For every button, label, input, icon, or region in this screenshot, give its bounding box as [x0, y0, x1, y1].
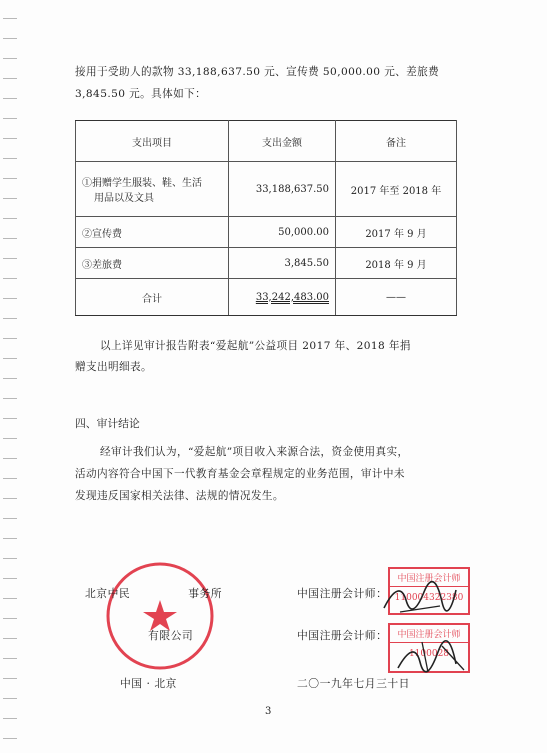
- cell-item: [76, 162, 229, 217]
- cell-amount: 50,000.00: [229, 217, 336, 248]
- stamp-title: 中国注册会计师: [390, 569, 468, 587]
- binding-margin-marks: [0, 0, 24, 753]
- firm-name-line-2: 有限公司: [148, 629, 194, 642]
- cpa-label-2: 中国注册会计师：: [297, 629, 388, 642]
- total-label: 合计: [76, 279, 229, 316]
- stamp-title: 中国注册会计师: [390, 625, 468, 643]
- handwritten-signature-1-icon: [380, 578, 460, 618]
- total-amount: 33,242,483.00: [229, 279, 336, 316]
- cell-note: 2017 年至 2018 年: [336, 162, 457, 217]
- page-number: 3: [265, 706, 272, 717]
- cell-amount: 33,188,637.50: [229, 162, 336, 217]
- firm-name-part: 北京中民: [85, 587, 131, 600]
- conclusion-line-2: 活动内容符合中国下一代教育基金会章程规定的业务范围，审计中未: [75, 468, 405, 480]
- stamp-number: 1100028: [408, 649, 450, 659]
- cpa-label-1: 中国注册会计师：: [297, 587, 388, 600]
- header-note: 备注: [336, 121, 457, 162]
- cell-note: 2018 年 9 月: [336, 248, 457, 279]
- firm-seal-icon: [104, 560, 216, 672]
- firm-name-line-1: [85, 586, 222, 601]
- conclusion-line-1: 经审计我们认为，“爱起航”项目收入来源合法，资金使用真实，: [100, 446, 409, 458]
- firm-name-part: 事务所: [188, 587, 223, 600]
- table-total-row: [76, 279, 457, 316]
- after-table-line-1: 以上详见审计报告附表“爱起航”公益项目 2017 年、2018 年捐: [100, 340, 411, 352]
- section-heading: 四、审计结论: [75, 417, 140, 430]
- stamp-number: 110004322380: [394, 593, 464, 603]
- table-row: [76, 217, 457, 248]
- cell-item-line: ①捐赠学生服装、鞋、生活: [82, 178, 202, 189]
- table-row: [76, 248, 457, 279]
- cell-item-line: 用品以及文具: [94, 193, 154, 204]
- cell-item: ②宣传费: [76, 217, 229, 248]
- table-header-row: [76, 121, 457, 162]
- handwritten-signature-2-icon: [392, 636, 472, 678]
- intro-line-1: 接用于受助人的款物 33,188,637.50 元、宣传费 50,000.00 元、差旅费: [75, 66, 440, 78]
- after-table-line-2: 赠支出明细表。: [75, 361, 152, 373]
- intro-line-2: 3,845.50 元。具体如下：: [75, 88, 207, 100]
- cell-amount: 3,845.50: [229, 248, 336, 279]
- header-amount: 支出金额: [229, 121, 336, 162]
- conclusion-line-3: 发现违反国家相关法律、法规的情况发生。: [75, 490, 284, 502]
- cell-note: 2017 年 9 月: [336, 217, 457, 248]
- report-date: 二〇一九年七月三十日: [297, 677, 410, 690]
- expense-table: [75, 120, 457, 316]
- header-item: 支出项目: [76, 121, 229, 162]
- table-row: [76, 162, 457, 217]
- cell-item: ③差旅费: [76, 248, 229, 279]
- total-note: ——: [336, 279, 457, 316]
- firm-location: 中国 · 北京: [120, 677, 177, 690]
